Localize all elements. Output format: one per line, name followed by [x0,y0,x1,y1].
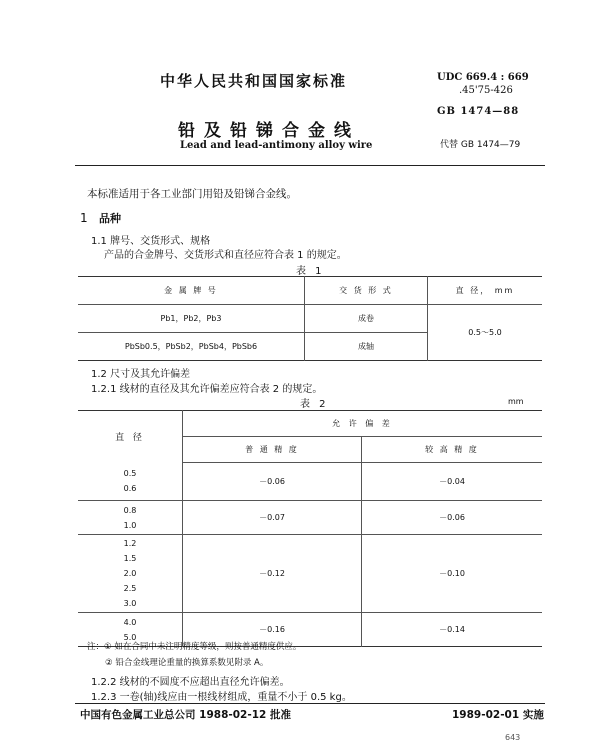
section-number: 1 [80,211,88,225]
table-row [78,463,542,501]
grade-cell: PbSb0.5，PbSb2，PbSb4，PbSb6 [78,333,305,361]
table2-caption: 表 2 [300,399,329,410]
high-tolerance-cell: －0.10 [362,535,543,613]
table2 [78,410,542,647]
table-header-cell: 直 径， mm [428,277,543,305]
table2-unit: mm [508,397,524,406]
normal-precision-header: 普 通 精 度 [183,437,362,463]
diameter-value: 2.0 [123,569,137,578]
diameter-value: 4.0 [123,617,137,627]
table1-caption: 表 1 [296,266,325,277]
gb-standard-code: GB 1474—88 [437,106,520,117]
normal-tolerance-cell: －0.16 [183,613,362,647]
clause-1-2-1-text: 1.2.1 线材的直径及其允许偏差应符合表 2 的规定。 [91,384,323,395]
header-divider [75,165,545,166]
normal-tolerance-cell: －0.12 [183,535,362,613]
scope-paragraph: 本标准适用于各工业部门用铅及铅锑合金线。 [87,188,297,200]
diameter-value: 0.8 [123,505,137,515]
clause-1-2-heading: 1.2 尺寸及其允许偏差 [91,369,191,380]
diameter-range-cell: 0.5～5.0 [468,328,502,337]
normal-tolerance-cell: －0.06 [183,463,362,501]
approval-statement: 中国有色金属工业总公司 1988-02-12 批准 [80,709,291,721]
document-title-cn: 铅及铅锑合金线 [178,121,360,141]
high-tolerance-cell: －0.14 [439,625,465,634]
udc-code-line1: UDC 669.4 : 669 [437,72,529,83]
diameter-value: 5.0 [123,632,137,642]
table-note-2: ② 铅合金线理论重量的换算系数见附录 A。 [105,658,269,668]
table-row [78,535,542,613]
page-number: 643 [505,733,521,742]
table-row [78,501,542,535]
diameter-value: 1.5 [123,554,137,563]
grade-cell: Pb1，Pb2，Pb3 [78,305,305,333]
diameter-cell [78,501,183,535]
udc-code-line2: .45'75-426 [459,85,513,96]
delivery-form-cell: 成轴 [305,333,428,361]
diameter-value: 2.5 [123,584,137,593]
table1 [78,276,542,361]
diameter-value: 1.2 [123,539,137,548]
delivery-form-cell: 成卷 [305,305,428,333]
standard-type-heading: 中华人民共和国国家标准 [160,72,348,90]
diameter-header: 直 径 [78,411,183,463]
effective-date: 1989-02-01 实施 [452,709,544,721]
table-header-cell: 金 属 牌 号 [78,277,305,305]
table-note-1: 注：① 如在合同中未注明精度等级，则按普通精度供应。 [87,642,302,652]
clause-1-1-text: 产品的合金牌号、交货形式和直径应符合表 1 的规定。 [104,250,347,261]
diameter-value: 0.6 [123,484,137,494]
diameter-cell [78,463,183,501]
diameter-value: 1.0 [123,520,137,530]
diameter-cell [78,535,183,613]
clause-1-2-2-text: 1.2.2 线材的不圆度不应超出直径允许偏差。 [91,677,290,688]
document-title-en: Lead and lead-antimony alloy wire [180,140,373,151]
tolerance-header: 允 许 偏 差 [183,411,543,437]
replaces-standard: 代替 GB 1474—79 [440,140,521,150]
high-tolerance-cell: －0.06 [362,501,543,535]
table-header-row [78,411,542,437]
normal-tolerance-cell: －0.07 [183,501,362,535]
section-title: 品种 [99,212,121,225]
clause-1-1-heading: 1.1 牌号、交货形式、规格 [91,236,211,247]
footer-divider [75,703,545,704]
diameter-value: 3.0 [123,599,137,608]
table-header-cell: 交 货 形 式 [305,277,428,305]
table-row [78,305,542,333]
high-tolerance-cell: －0.04 [362,463,543,501]
table-header-row [78,277,542,305]
diameter-value: 0.5 [123,469,137,479]
clause-1-2-3-text: 1.2.3 一卷(轴)线应由一根线材组成，重量不小于 0.5 kg。 [91,692,352,703]
high-precision-header: 较 高 精 度 [362,437,543,463]
